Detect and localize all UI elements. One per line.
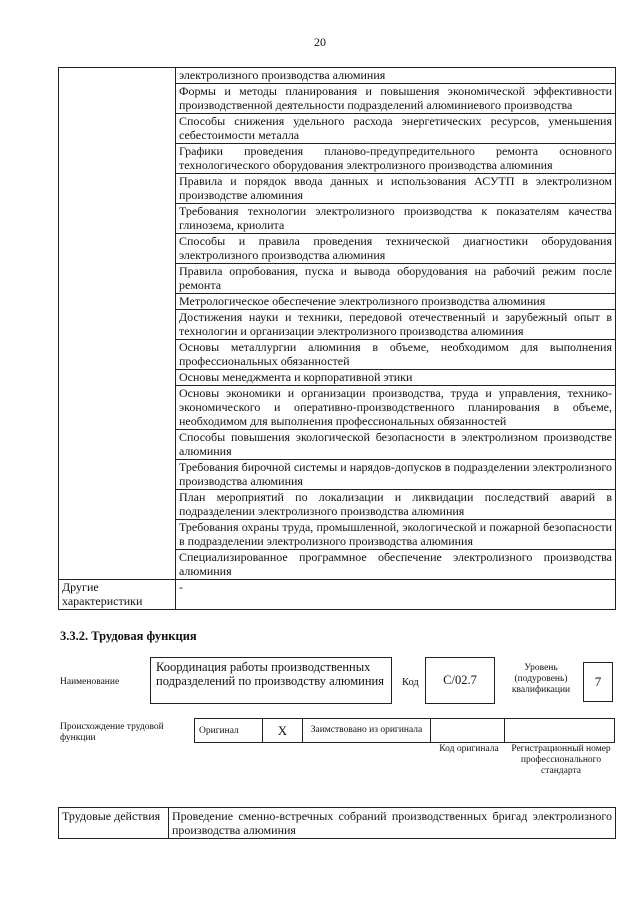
requirement-text: Основы менеджмента и корпоративной этики — [176, 370, 616, 386]
qualification-level-box: 7 — [583, 662, 613, 702]
requirement-text: Правила опробования, пуска и вывода оборудования на рабочий режим после ремонта — [176, 264, 616, 294]
original-label: Оригинал — [195, 719, 263, 743]
original-mark: X — [263, 719, 303, 743]
origin-code-label: Код оригинала — [439, 744, 499, 754]
reg-number-cell — [505, 719, 615, 743]
labor-actions-value: Проведение сменно-встречных собраний производственных бригад электролизного производства алюминия — [169, 808, 616, 839]
requirements-table — [58, 67, 616, 610]
requirement-text: Формы и методы планирования и повышения экономической эффективности производственной деятельности подразделений алюминиевого производства — [176, 84, 616, 114]
requirement-row — [59, 68, 616, 84]
section-title: 3.3.2. Трудовая функция — [60, 629, 197, 643]
origin-table — [194, 718, 615, 743]
requirements-label-cell — [59, 68, 176, 580]
requirement-text: Основы металлургии алюминия в объеме, необходимом для выполнения профессиональных обязанностей — [176, 340, 616, 370]
name-label: Наименование — [60, 677, 120, 687]
other-characteristics-label: Другие характеристики — [59, 580, 176, 610]
qualification-level-label: Уровень (подуровень) квалификации — [511, 663, 571, 695]
requirement-text: Способы и правила проведения технической диагностики оборудования электролизного производства алюминия — [176, 234, 616, 264]
page-number: 20 — [314, 35, 326, 49]
function-name-box: Координация работы производственных подразделений по производству алюминия — [150, 657, 392, 704]
requirement-text: электролизного производства алюминия — [176, 68, 616, 84]
requirement-text: Графики проведения планово-предупредительного ремонта основного технологического оборудования электролизного производства алюминия — [176, 144, 616, 174]
requirement-text: Требования технологии электролизного производства к показателям качества глинозема, криолита — [176, 204, 616, 234]
other-characteristics-value: - — [176, 580, 616, 610]
requirement-text: Способы повышения экологической безопасности в электролизном производстве алюминия — [176, 430, 616, 460]
labor-actions-table — [58, 807, 616, 839]
origin-label: Происхождение трудовой функции — [60, 722, 164, 743]
requirement-text: Основы экономики и организации производства, труда и управления, технико-экономического и оперативно-производственного планирования в объеме, необходимом для выполнения профессиональных обязанностей — [176, 386, 616, 430]
reg-number-label: Регистрационный номер профессионального стандарта — [511, 744, 611, 776]
code-label: Код — [402, 677, 419, 688]
requirement-text: Требования бирочной системы и нарядов-допусков в подразделении электролизного производства алюминия — [176, 460, 616, 490]
labor-actions-label: Трудовые действия — [59, 808, 169, 839]
borrowed-label: Заимствовано из оригинала — [303, 719, 431, 743]
requirement-text: План мероприятий по локализации и ликвидации последствий аварий в подразделении электролизного производства алюминия — [176, 490, 616, 520]
origin-code-cell — [431, 719, 505, 743]
other-characteristics-row — [59, 580, 616, 610]
requirement-text: Достижения науки и техники, передовой отечественный и зарубежный опыт в технологии и организации электролизного производства алюминия — [176, 310, 616, 340]
requirement-text: Требования охраны труда, промышленной, экологической и пожарной безопасности в подразделении электролизного производства алюминия — [176, 520, 616, 550]
requirement-text: Специализированное программное обеспечение электролизного производства алюминия — [176, 550, 616, 580]
requirement-text: Метрологическое обеспечение электролизного производства алюминия — [176, 294, 616, 310]
requirement-text: Способы снижения удельного расхода энергетических ресурсов, уменьшения себестоимости металла — [176, 114, 616, 144]
code-box: С/02.7 — [425, 657, 495, 704]
requirement-text: Правила и порядок ввода данных и использования АСУТП в электролизном производстве алюминия — [176, 174, 616, 204]
